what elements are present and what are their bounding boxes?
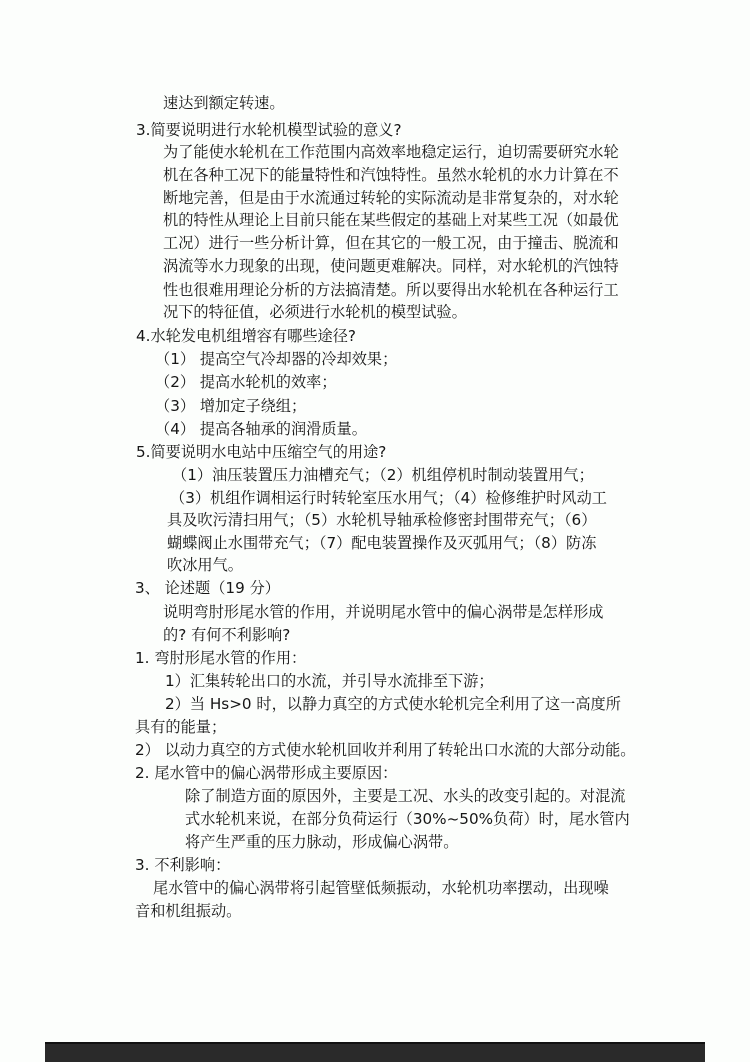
- text-line: 2） 以动力真空的方式使水轮机回收并利用了转轮出口水流的大部分动能。: [135, 741, 636, 759]
- text-line: （1）油压装置压力油槽充气；（2）机组停机时制动装置用气；: [172, 466, 594, 484]
- bottom-dark-bar: [45, 1042, 705, 1062]
- answer-heading: 1. 弯肘形尾水管的作用：: [135, 649, 307, 667]
- text-line: 尾水管中的偏心涡带将引起管壁低频振动，水轮机功率摆动，出现噪: [153, 879, 609, 897]
- text-line: 具有的能量；: [135, 718, 227, 736]
- text-line: 断地完善，但是由于水流通过转轮的实际流动是非常复杂的，对水轮: [163, 189, 619, 207]
- text-line: 将产生严重的压力脉动，形成偏心涡带。: [185, 833, 459, 851]
- text-line: 1）汇集转轮出口的水流，并引导水流排至下游；: [165, 672, 494, 690]
- text-line: 速达到额定转速。: [163, 94, 285, 112]
- text-line: 除了制造方面的原因外，主要是工况、水头的改变引起的。对混流: [185, 787, 626, 805]
- text-line: 蝴蝶阀止水围带充气；（7）配电装置操作及灭弧用气；（8）防冻: [167, 534, 597, 552]
- text-line: 2）当 Hs>0 时，以静力真空的方式使水轮机完全利用了这一高度所: [165, 695, 621, 713]
- list-item: （2） 提高水轮机的效率；: [155, 373, 337, 391]
- text-line: 音和机组振动。: [135, 902, 242, 920]
- text-line: 工况）进行一些分析计算，但在其它的一般工况，由于撞击、脱流和: [163, 234, 619, 252]
- question-heading: 3.简要说明进行水轮机模型试验的意义?: [136, 121, 402, 139]
- text-line: 况下的特征值，必须进行水轮机的模型试验。: [163, 303, 467, 321]
- text-line: 机的特性从理论上目前只能在某些假定的基础上对某些工况（如最优: [163, 211, 619, 229]
- list-item: （4） 提高各轴承的润滑质量。: [155, 420, 367, 438]
- text-line: 说明弯肘形尾水管的作用，并说明尾水管中的偏心涡带是怎样形成: [163, 603, 604, 621]
- list-item: （3） 增加定子绕组；: [155, 397, 307, 415]
- section-heading: 3、 论述题（19 分）: [135, 579, 280, 597]
- text-line: 涡流等水力现象的出现，使问题更难解决。同样，对水轮机的汽蚀特: [163, 257, 619, 275]
- answer-heading: 3. 不利影响：: [135, 856, 231, 874]
- question-heading: 5.简要说明水电站中压缩空气的用途?: [136, 443, 387, 461]
- text-line: （3）机组作调相运行时转轮室压水用气；（4）检修维护时风动工: [170, 489, 607, 507]
- question-heading: 4.水轮发电机组增容有哪些途径?: [136, 327, 356, 345]
- text-line: 吹冰用气。: [167, 556, 243, 574]
- text-line: 性也很难用理论分析的方法搞清楚。所以要得出水轮机在各种运行工: [163, 281, 619, 299]
- text-line: 的? 有何不利影响?: [163, 626, 291, 644]
- text-line: 为了能使水轮机在工作范围内高效率地稳定运行，迫切需要研究水轮: [163, 143, 619, 161]
- text-line: 式水轮机来说，在部分负荷运行（30%~50%负荷）时，尾水管内: [185, 810, 630, 828]
- list-item: （1） 提高空气冷却器的冷却效果；: [155, 350, 398, 368]
- answer-heading: 2. 尾水管中的偏心涡带形成主要原因：: [135, 764, 398, 782]
- text-line: 具及吹污清扫用气；（5）水轮机导轴承检修密封围带充气；（6）: [167, 511, 597, 529]
- text-line: 机在各种工况下的能量特性和汽蚀特性。虽然水轮机的水力计算在不: [163, 166, 619, 184]
